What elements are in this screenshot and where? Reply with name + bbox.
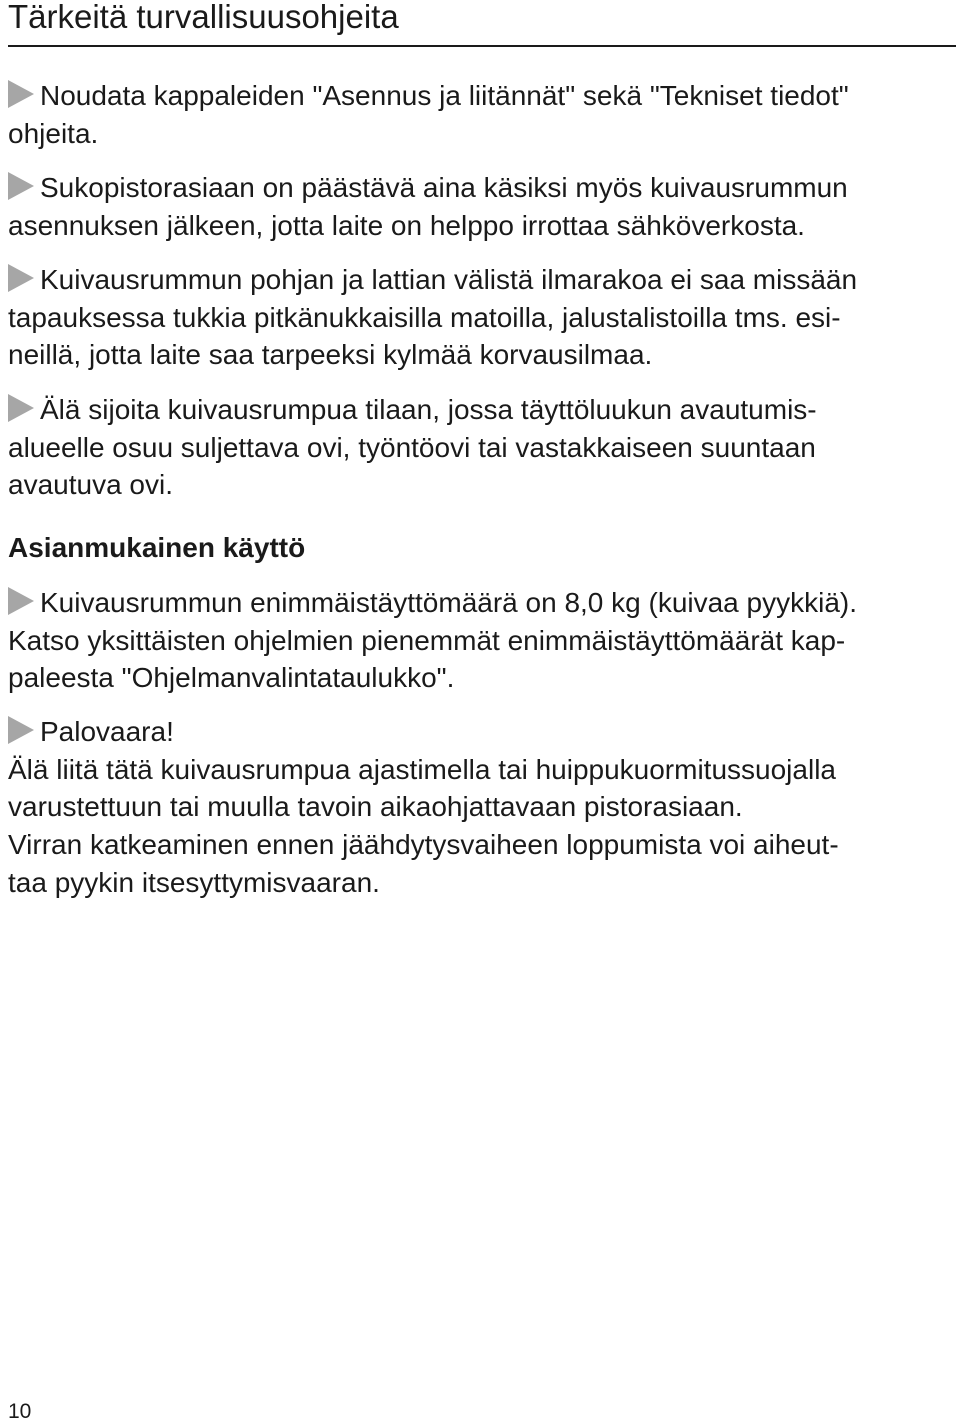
usage-paragraph-1 [8,584,948,697]
warning-arrow-icon [8,716,34,744]
safety-paragraph-4 [8,391,948,504]
safety-paragraph-2 [8,169,948,244]
paragraph-line: Virran katkeaminen ennen jäähdytysvaiheen loppumista voi aiheut- [8,829,839,861]
warning-arrow-icon [8,80,34,108]
paragraph-line: avautuva ovi. [8,469,173,501]
paragraph-line: paleesta "Ohjelmanvalintataulukko". [8,662,455,694]
title-rule [8,45,956,47]
paragraph-line: tapauksessa tukkia pitkänukkaisilla matoilla, jalustalistoilla tms. esi- [8,301,841,333]
paragraph-line: neillä, jotta laite saa tarpeeksi kylmää korvausilmaa. [8,339,653,371]
paragraph-line: taa pyykin itsesyttymisvaaran. [8,866,380,898]
page-title: Tärkeitä turvallisuusohjeita [8,0,399,35]
paragraph-line: Katso yksittäisten ohjelmien pienemmät enimmäistäyttömäärät kap- [8,624,846,656]
safety-paragraph-3 [8,261,948,374]
safety-paragraph-1 [8,77,948,152]
warning-arrow-icon [8,264,34,292]
paragraph-line: alueelle osuu suljettava ovi, työntöovi tai vastakkaiseen suuntaan [8,431,816,463]
warning-arrow-icon [8,587,34,615]
paragraph-line: ohjeita. [8,117,99,149]
warning-arrow-icon [8,172,34,200]
paragraph-line: Palovaara! [8,713,948,751]
paragraph-line: Noudata kappaleiden "Asennus ja liitännät" sekä "Tekniset tiedot" [8,77,948,115]
paragraph-line: Älä liitä tätä kuivausrumpua ajastimella tai huippukuormitussuojalla [8,753,836,785]
section-heading: Asianmukainen käyttö [8,532,306,563]
usage-paragraph-2 [8,713,948,902]
paragraph-line: Sukopistorasiaan on päästävä aina käsiksi myös kuivausrummun [8,169,948,207]
paragraph-line: Älä sijoita kuivausrumpua tilaan, jossa täyttöluukun avautumis- [8,391,948,429]
paragraph-line: asennuksen jälkeen, jotta laite on helppo irrottaa sähköverkosta. [8,209,805,241]
page-number: 10 [8,1400,32,1423]
paragraph-line: Kuivausrummun enimmäistäyttömäärä on 8,0 kg (kuivaa pyykkiä). [8,584,948,622]
paragraph-line: Kuivausrummun pohjan ja lattian välistä ilmarakoa ei saa missään [8,261,948,299]
warning-arrow-icon [8,394,34,422]
paragraph-line: varustettuun tai muulla tavoin aikaohjattavaan pistorasiaan. [8,791,743,823]
